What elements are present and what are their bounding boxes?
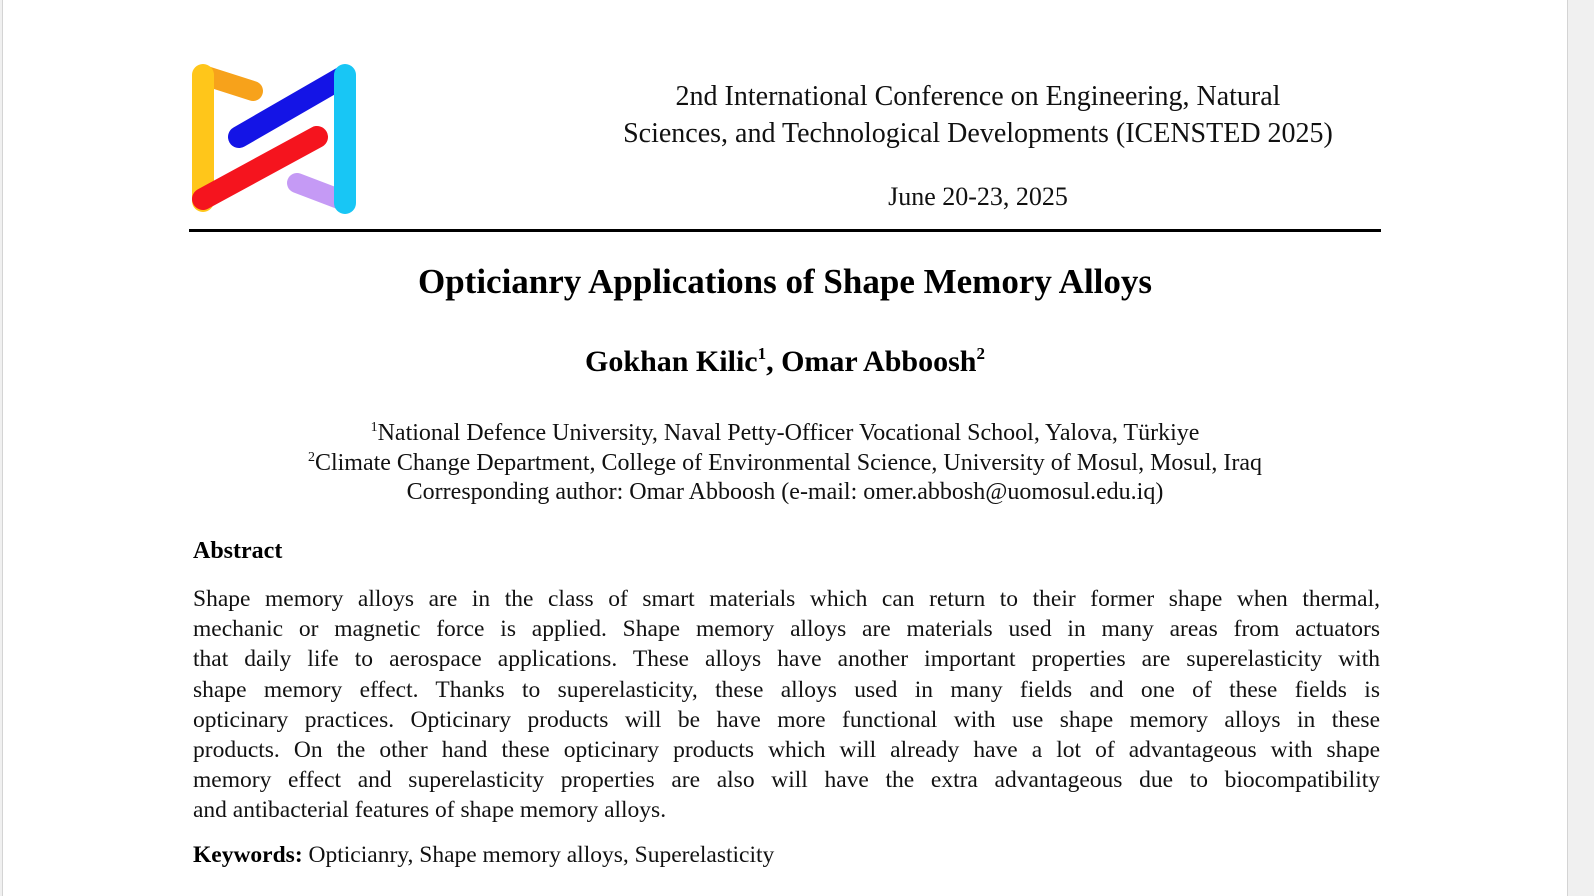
abstract-heading: Abstract	[193, 538, 283, 564]
affiliation-text: Climate Change Department, College of Environmental Science, University of Mosul, Mosul, Iraq	[314, 450, 1263, 476]
affiliation-2	[189, 448, 1381, 478]
abstract-line: products. On the other hand these opticinary products which will already have a lot of advantageous with shape	[193, 737, 1380, 764]
author-separator: ,	[766, 345, 782, 378]
conference-logo	[189, 63, 361, 215]
keywords-value: Opticianry, Shape memory alloys, Superelasticity	[302, 842, 775, 868]
author-name: Omar Abboosh	[781, 345, 977, 378]
abstract-line: opticinary practices. Opticinary products will be have more functional with use shape memory alloys in these	[193, 706, 1380, 733]
keywords	[193, 842, 774, 869]
abstract-line: that daily life to aerospace applications. These alloys have another important properties are superelasticity with	[193, 646, 1380, 673]
corresponding-author: Corresponding author: Omar Abboosh (e-mail: omer.abbosh@uomosul.edu.iq)	[406, 479, 1164, 505]
conference-date: June 20-23, 2025	[888, 182, 1068, 211]
keywords-label: Keywords:	[193, 842, 303, 868]
abstract-line: shape memory effect. Thanks to superelasticity, these alloys used in many fields and one of these fields is	[193, 676, 1380, 703]
logo-lavender-stroke	[297, 183, 339, 199]
paper-title: Opticianry Applications of Shape Memory Alloys	[417, 262, 1153, 301]
abstract-line: Shape memory alloys are in the class of smart materials which can return to their former shape when thermal,	[193, 586, 1380, 612]
author-affiliation-number: 1	[757, 344, 767, 363]
header-divider	[189, 229, 1381, 232]
abstract-body	[193, 584, 1380, 826]
author-name: Gokhan Kilic	[585, 345, 758, 378]
abstract-line: mechanic or magnetic force is applied. Shape memory alloys are materials used in many areas from actuators	[193, 616, 1380, 643]
author-list	[189, 345, 1381, 379]
author-affiliation-number: 2	[976, 344, 985, 363]
affiliation-1	[189, 418, 1381, 448]
abstract-line: memory effect and superelasticity properties are also will have the extra advantageous due to biocompatibility	[193, 767, 1380, 794]
conference-name-line2: Sciences, and Technological Developments (ICENSTED 2025)	[623, 118, 1333, 149]
abstract-line: and antibacterial features of shape memory alloys.	[193, 797, 667, 824]
affiliation-number: 2	[307, 450, 315, 465]
paper-page	[2, 0, 1568, 896]
affiliation-text: National Defence University, Naval Petty-Officer Vocational School, Yalova, Türkiye	[377, 420, 1200, 446]
affiliation-number: 1	[370, 420, 378, 435]
conference-name-line1: 2nd International Conference on Engineering, Natural	[675, 81, 1281, 112]
